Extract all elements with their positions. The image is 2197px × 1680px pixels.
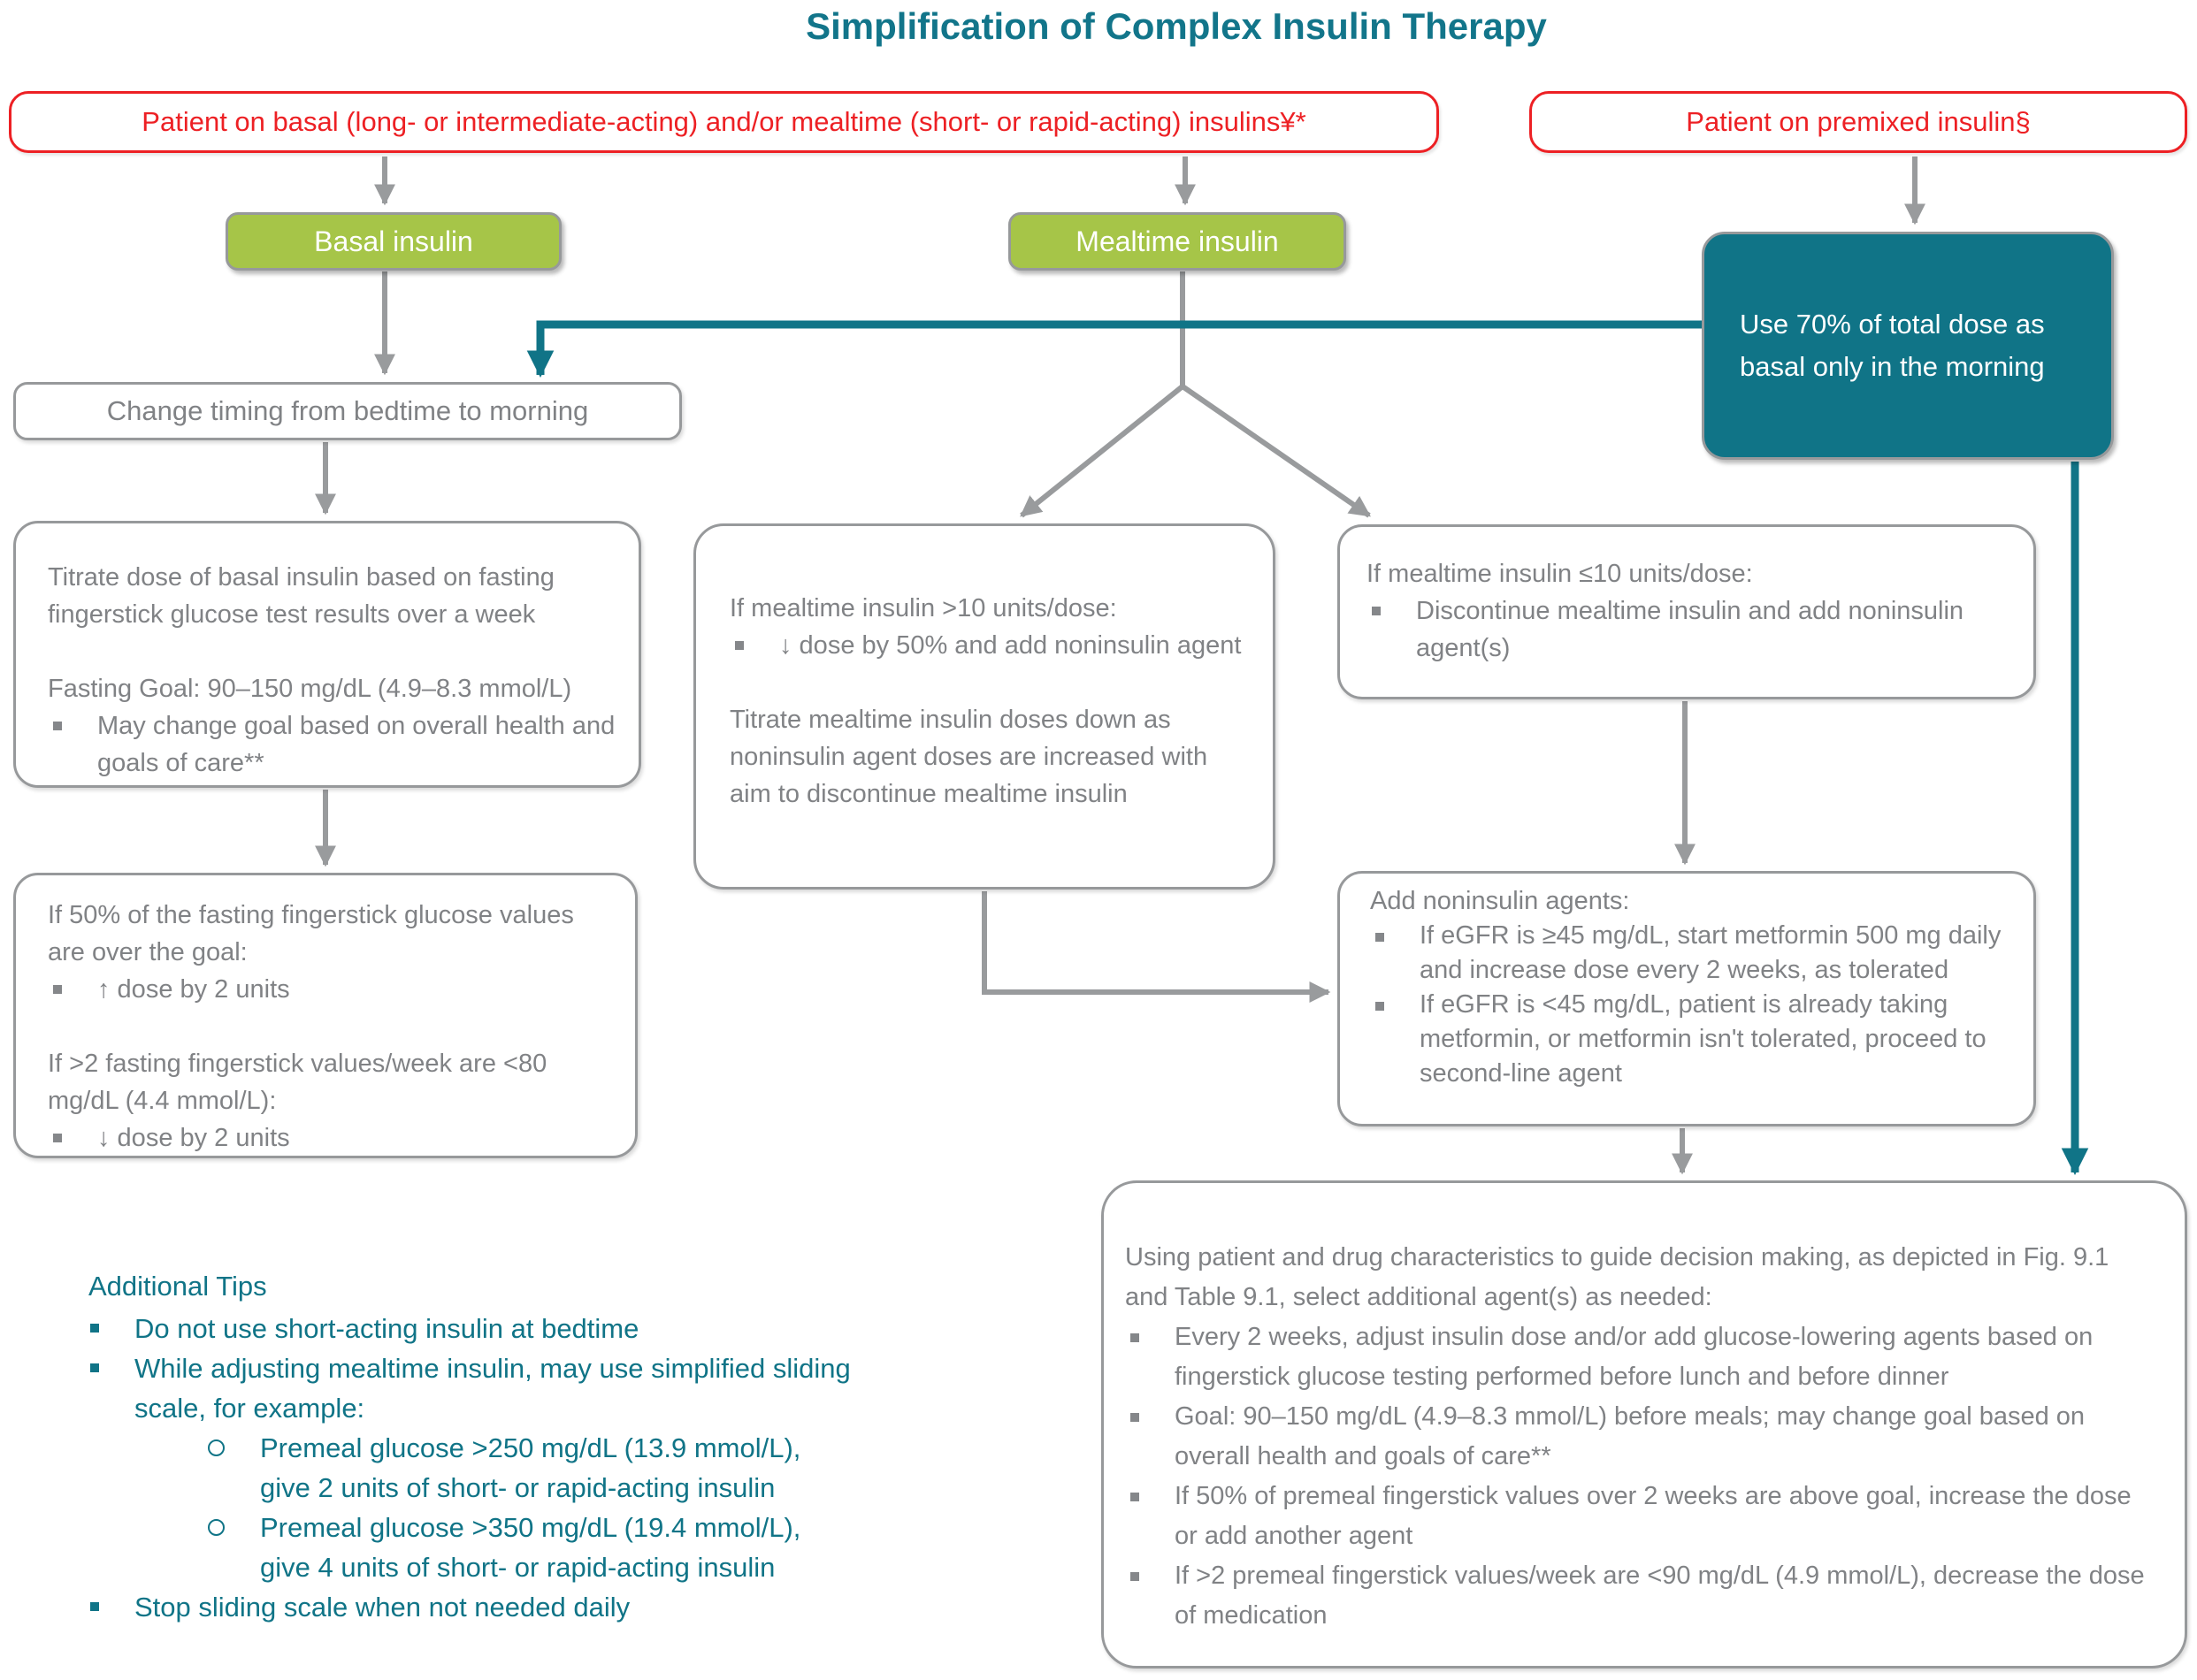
fasting-adjust-p1: If 50% of the fasting fingerstick glucose values are over the goal: [48, 901, 574, 966]
fasting-adjust-bullet-up [48, 971, 616, 1008]
square-bullet-icon [1130, 1493, 1139, 1501]
tip-3-text: Stop sliding scale when not needed daily [134, 1592, 631, 1623]
mealtime-gt10-box [693, 523, 1275, 890]
square-bullet-icon [90, 1602, 99, 1611]
tip-item-2 [88, 1348, 938, 1428]
tip-2-sub1-text: Premeal glucose >250 mg/dL (13.9 mmol/L), give 2 units of short- or rapid-acting insulin [260, 1432, 801, 1503]
fasting-adjust-p2: If >2 fasting fingerstick values/week are <80 mg/dL (4.4 mmol/L): [48, 1050, 547, 1115]
premix-70pct-label: Use 70% of total dose as basal only in the morning [1740, 309, 2045, 382]
fasting-adjust-box [13, 873, 638, 1158]
tip-2-subitem-1 [208, 1428, 938, 1508]
add-noninsulin-p1: Add noninsulin agents: [1370, 887, 1630, 915]
add-noninsulin-b2: If eGFR is <45 mg/dL, patient is already taking metformin, or metformin isn't tolerated, proceed to second-line agent [1420, 990, 1986, 1088]
titrate-basal-box [13, 521, 641, 788]
arrow-gt10-to-addnoninsulin [984, 891, 1328, 992]
tip-2-sub2-text: Premeal glucose >350 mg/dL (19.4 mmol/L), give 4 units of short- or rapid-acting insulin [260, 1512, 801, 1583]
additional-tips-heading: Additional Tips [88, 1271, 267, 1302]
square-bullet-icon [735, 641, 744, 650]
titrate-basal-p1: Titrate dose of basal insulin based on fasting fingerstick glucose test results over a week [48, 563, 555, 629]
mealtime-le10-p1: If mealtime insulin ≤10 units/dose: [1366, 560, 1753, 588]
tip-2-text: While adjusting mealtime insulin, may use simplified sliding scale, for example: [134, 1353, 851, 1424]
square-bullet-icon [53, 722, 62, 730]
mealtime-gt10-p1: If mealtime insulin >10 units/dose: [730, 594, 1117, 622]
guide-bullet-3 [1125, 1477, 2146, 1556]
guide-decision-p1: Using patient and drug characteristics to guide decision making, as depicted in Fig. 9.1 and Table 9.1, select additional agent(s) as needed: [1125, 1243, 2109, 1311]
guide-decision-box [1101, 1180, 2187, 1669]
mealtime-gt10-b1: ↓ dose by 50% and add noninsulin agent [779, 631, 1242, 660]
entry-basal-mealtime-label: Patient on basal (long- or intermediate-acting) and/or mealtime (short- or rapid-acting) insulins¥* [142, 106, 1306, 137]
guide-bullet-1 [1125, 1317, 2146, 1397]
circle-bullet-icon [208, 1519, 225, 1536]
square-bullet-icon [1375, 933, 1384, 942]
square-bullet-icon [90, 1324, 99, 1333]
fasting-adjust-b1: ↑ dose by 2 units [97, 975, 290, 1004]
square-bullet-icon [53, 1134, 62, 1142]
basal-insulin-label: Basal insulin [314, 225, 473, 257]
mealtime-insulin-box [1008, 212, 1346, 271]
tip-item-3 [88, 1587, 938, 1627]
premix-70pct-box [1702, 232, 2114, 460]
mealtime-le10-box [1337, 524, 2036, 699]
mealtime-le10-bullet [1366, 592, 2007, 667]
square-bullet-icon [1375, 1002, 1384, 1011]
page-title: Simplification of Complex Insulin Therapy [806, 5, 1547, 47]
titrate-basal-b1: May change goal based on overall health and goals of care** [97, 712, 616, 777]
tip-1-text: Do not use short-acting insulin at bedtime [134, 1313, 639, 1344]
titrate-basal-bullet [48, 707, 616, 782]
add-noninsulin-b1: If eGFR is ≥45 mg/dL, start metformin 500 mg daily and increase dose every 2 weeks, as tolerated [1420, 921, 2002, 984]
square-bullet-icon [1130, 1413, 1139, 1422]
guide-b3: If 50% of premeal fingerstick values over 2 weeks are above goal, increase the dose or add another agent [1175, 1482, 2132, 1550]
basal-insulin-box [226, 212, 562, 271]
guide-b4: If >2 premeal fingerstick values/week are <90 mg/dL (4.9 mmol/L), decrease the dose of medication [1175, 1562, 2145, 1630]
square-bullet-icon [53, 985, 62, 994]
add-noninsulin-box [1337, 871, 2036, 1126]
square-bullet-icon [1372, 607, 1381, 615]
mealtime-gt10-bullet [730, 627, 1246, 664]
fasting-adjust-b2: ↓ dose by 2 units [97, 1124, 290, 1152]
change-timing-label: Change timing from bedtime to morning [106, 395, 589, 426]
arrow-mealtime-to-gt10 [1022, 386, 1183, 515]
entry-premixed-box [1529, 91, 2187, 153]
fasting-adjust-bullet-down [48, 1119, 616, 1157]
square-bullet-icon [1130, 1572, 1139, 1581]
titrate-basal-goal: Fasting Goal: 90–150 mg/dL (4.9–8.3 mmol/L) [48, 675, 572, 703]
square-bullet-icon [90, 1363, 99, 1372]
square-bullet-icon [1130, 1333, 1139, 1342]
additional-tips [88, 1266, 938, 1627]
arrow-mealtime-to-le10 [1183, 386, 1369, 515]
mealtime-le10-b1: Discontinue mealtime insulin and add noninsulin agent(s) [1416, 597, 1964, 662]
mealtime-insulin-label: Mealtime insulin [1076, 225, 1279, 257]
add-noninsulin-bullet-1 [1370, 919, 2010, 988]
circle-bullet-icon [208, 1439, 225, 1456]
guide-bullet-2 [1125, 1397, 2146, 1477]
entry-basal-mealtime-box [9, 91, 1439, 153]
guide-bullet-4 [1125, 1556, 2146, 1636]
tip-item-1 [88, 1309, 938, 1348]
mealtime-gt10-p2: Titrate mealtime insulin doses down as noninsulin agent doses are increased with aim to discontinue mealtime insulin [730, 706, 1208, 808]
add-noninsulin-bullet-2 [1370, 988, 2010, 1091]
tip-2-subitem-2 [208, 1508, 938, 1587]
change-timing-box [13, 382, 682, 440]
entry-premixed-label: Patient on premixed insulin§ [1686, 106, 2031, 137]
guide-b1: Every 2 weeks, adjust insulin dose and/or add glucose-lowering agents based on fingerstick glucose testing performed before lunch and before dinner [1175, 1323, 2094, 1391]
arrow-70pct-to-changetiming [540, 325, 1702, 375]
guide-b2: Goal: 90–150 mg/dL (4.9–8.3 mmol/L) before meals; may change goal based on overall health and goals of care** [1175, 1402, 2086, 1470]
